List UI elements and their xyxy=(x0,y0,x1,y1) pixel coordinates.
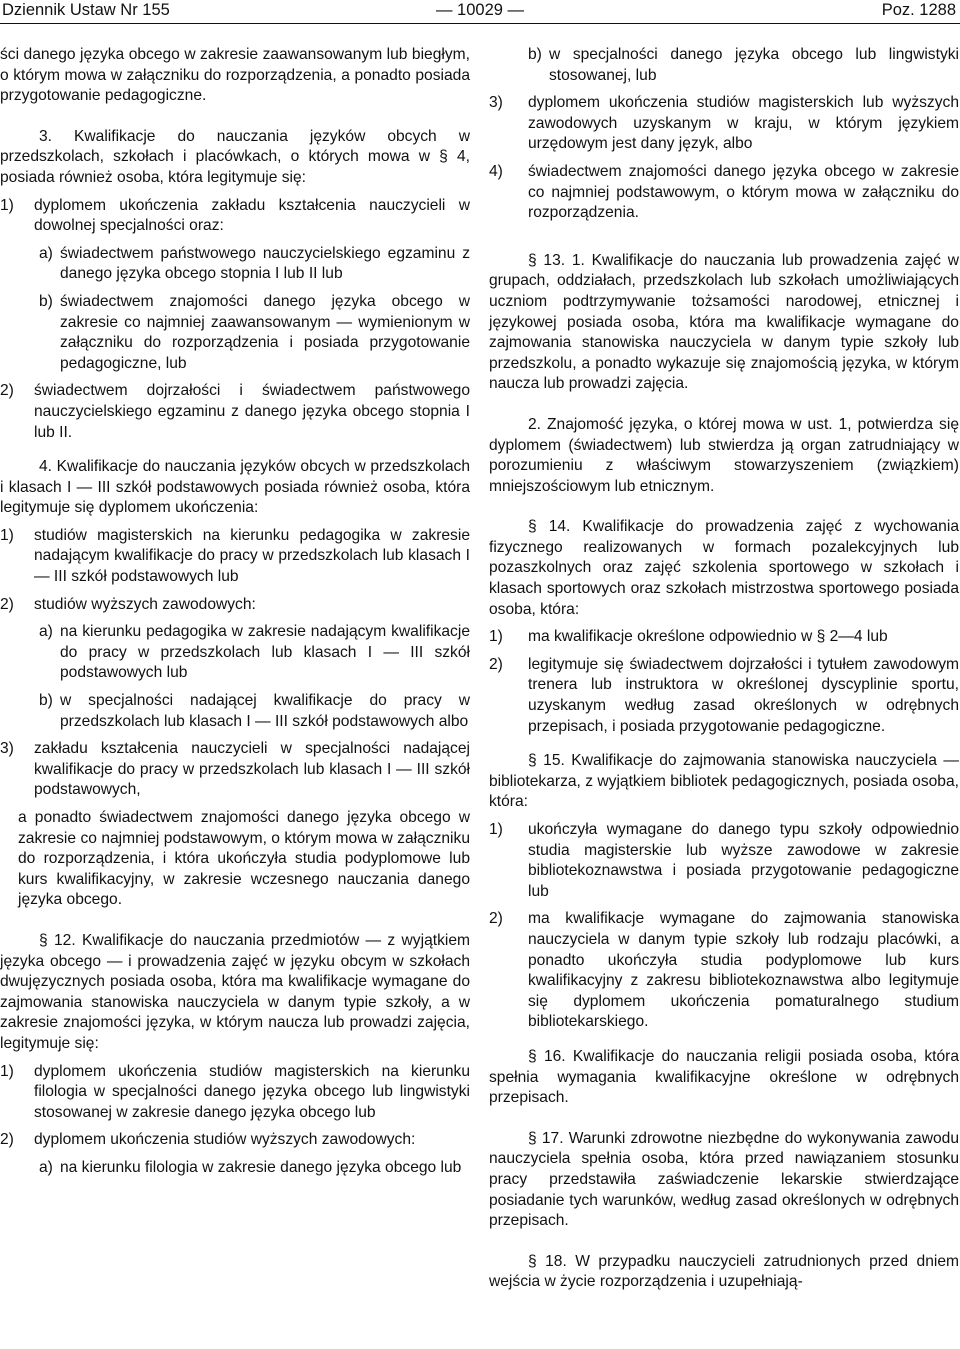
list-item: 1) dyplomem ukończenia studiów magisterskich na kierunku filologia w specjalności danego języka obcego lub lingwistyki stosowanej w zakresie danego języka obcego lub xyxy=(0,1062,470,1121)
list-item: 1) dyplomem ukończenia zakładu kształcenia nauczycieli w dowolnej specjalności oraz: xyxy=(0,196,470,235)
section-17: § 17. Warunki zdrowotne niezbędne do wykonywania zawodu nauczyciela spełnia osoba, która przed nawiązaniem stosunku pracy przedstawiła zaświadczenie lekarskie stwierdzające posiadanie tych warunków, według zasad określonych w odrębnych przepisach. xyxy=(489,1129,959,1230)
section-18: § 18. W przypadku nauczycieli zatrudnionych przed dniem wejścia w życie rozporządzenia i uzupełniają- xyxy=(489,1252,959,1291)
list-item: 2) świadectwem dojrzałości i świadectwem państwowego nauczycielskiego egzaminu z danego języka obcego stopnia I lub II. xyxy=(0,382,470,441)
section-12: § 12. Kwalifikacje do nauczania przedmiotów — z wyjątkiem języka obcego — i prowadzenia zajęć w języku obcym w szkołach dwujęzycznych posiada osoba, która ma kwalifikacje wymagane do zajmowania stanowiska nauczyciela w danym typie szkoły, a w zakresie znajomości języka, w którym naucza lub prowadzi zajęcia, legitymuje się: xyxy=(0,931,470,1052)
sub-list-item: b) w specjalności nadającej kwalifikacje do pracy w przedszkolach lub klasach I — III szkół podstawowych albo xyxy=(39,692,470,730)
page-header xyxy=(0,0,960,24)
paragraph-4: 4. Kwalifikacje do nauczania języków obcych w przedszkolach i klasach I — III szkół podstawowych posiada również osoba, która legitymuje się dyplomem ukończenia: xyxy=(0,458,470,517)
left-column xyxy=(0,45,470,1186)
section-13-2: 2. Znajomość języka, o której mowa w ust. 1, potwierdza się dyplomem (świadectwem) lub stwierdza ją organ zatrudniający w porozumieniu z właściwym stowarzyszeniem (związkiem) mniejszościowym lub etnicznym. xyxy=(489,415,959,495)
list-item: 2) legitymuje się świadectwem dojrzałości i tytułem zawodowym trenera lub instruktora w określonej dyscyplinie sportu, uzyskanym według zasad określonych w odrębnych przepisach, i posiada przygotowanie pedagogiczne. xyxy=(489,655,959,735)
list-item: 2) dyplomem ukończenia studiów wyższych zawodowych: xyxy=(0,1131,416,1149)
header-rule xyxy=(0,23,960,24)
paragraph-continuation: a ponadto świadectwem znajomości danego języka obcego w zakresie co najmniej podstawowym, o którym mowa w załączniku do rozporządzenia, i która ukończyła studia podyplomowe lub kurs kwalifikacyjny, w zakresie wczesnego nauczania danego języka obcego. xyxy=(18,809,470,909)
position-number: Poz. 1288 xyxy=(881,1,956,19)
right-column xyxy=(489,45,959,1293)
list-item: 3) dyplomem ukończenia studiów magisterskich lub wyższych zawodowych uzyskanym w kraju, w którym językiem urzędowym jest dany język, albo xyxy=(489,94,959,153)
section-13-1: § 13. 1. Kwalifikacje do nauczania lub prowadzenia zajęć w grupach, oddziałach, przedszkolach lub szkołach umożliwiających uczniom podtrzymywanie tożsamości narodowej, etnicznej i językowej posiada osoba, która ma kwalifikacje wymagane do zajmowania stanowiska nauczyciela w danym typie szkoły lub przedszkolu, a ponadto wykazuje się znajomością języka, w którym naucza lub prowadzi zajęcia. xyxy=(489,251,959,393)
section-16: § 16. Kwalifikacje do nauczania religii posiada osoba, która spełnia wymagania kwalifikacyjne określone w odrębnych przepisach. xyxy=(489,1047,959,1107)
list-item: 2) ma kwalifikacje wymagane do zajmowania stanowiska nauczyciela w danym typie szkoły lub rodzaju placówki, a ponadto ukończyła studia podyplomowe lub kurs kwalifikacyjny z zakresu bibliotekoznawstwa albo legitymuje się dyplomem ukończenia pomaturalnego studium bibliotekarskiego. xyxy=(489,910,959,1031)
list-item: 4) świadectwem znajomości danego języka obcego w zakresie co najmniej podstawowym, o którym mowa w załączniku do rozporządzenia. xyxy=(489,162,959,222)
sub-list-item: b) w specjalności danego języka obcego lub lingwistyki stosowanej, lub xyxy=(528,46,959,84)
sub-list-item: a) na kierunku pedagogika w zakresie nadającym kwalifikacje do pracy w przedszkolach lub klasach I — III szkół podstawowych lub xyxy=(39,623,470,682)
section-15: § 15. Kwalifikacje do zajmowania stanowiska nauczyciela — bibliotekarza, z wyjątkiem bibliotek pedagogicznych, posiada osoba, która: xyxy=(489,752,959,811)
section-14: § 14. Kwalifikacje do prowadzenia zajęć z wychowania fizycznego realizowanych w formach pozalekcyjnych lub pozaszkolnych oraz zajęć szkolenia sportowego w szkołach i klasach sportowych oraz szkołach mistrzostwa sportowego posiada osoba, która: xyxy=(489,518,959,618)
list-item: 1) studiów magisterskich na kierunku pedagogika w zakresie nadającym kwalifikacje do pracy w przedszkolach lub klasach I — III szkół podstawowych lub xyxy=(0,526,470,586)
list-item: 3) zakładu kształcenia nauczycieli w specjalności nadającej kwalifikacje do pracy w przedszkolach lub klasach I — III szkół podstawowych, xyxy=(0,740,470,799)
sub-list-item: a) na kierunku filologia w zakresie danego języka obcego lub xyxy=(39,1158,462,1176)
page-number: — 10029 — xyxy=(435,1,525,19)
paragraph-3: 3. Kwalifikacje do nauczania języków obcych w przedszkolach, szkołach i placówkach, o których mowa w § 4, posiada również osoba, która legitymuje się: xyxy=(0,127,470,186)
list-item: 1) ma kwalifikacje określone odpowiednio w § 2—4 lub xyxy=(489,628,888,646)
list-item: 2) studiów wyższych zawodowych: xyxy=(0,595,256,613)
sub-list-item: b) świadectwem znajomości danego języka obcego w zakresie co najmniej zaawansowanym — wymienionym w załączniku do rozporządzenia i posiada przygotowanie pedagogiczne, lub xyxy=(39,292,470,372)
journal-title: Dziennik Ustaw Nr 155 xyxy=(2,1,170,19)
paragraph-continued: ści danego języka obcego w zakresie zaawansowanym lub biegłym, o którym mowa w załączniku do rozporządzenia, a ponadto posiada przygotowanie pedagogiczne. xyxy=(0,46,470,105)
sub-list-item: a) świadectwem państwowego nauczycielskiego egzaminu z danego języka obcego stopnia I lub II lub xyxy=(39,244,470,283)
list-item: 1) ukończyła wymagane do danego typu szkoły odpowiednio studia magisterskie lub wyższe zawodowe w zakresie bibliotekoznawstwa i posiada przygotowanie pedagogiczne lub xyxy=(489,821,959,900)
